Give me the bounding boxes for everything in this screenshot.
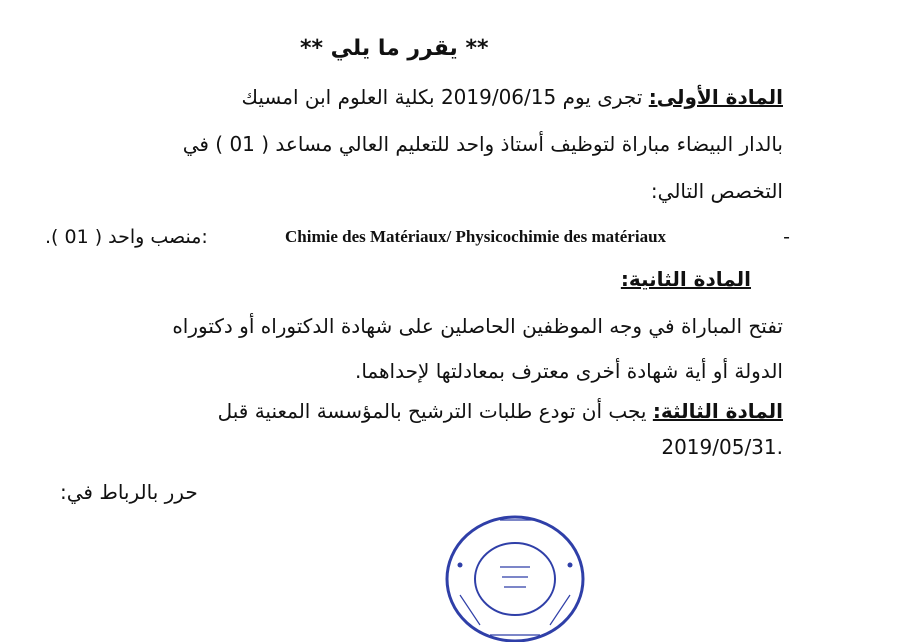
item-specialty: Chimie des Matériaux/ Physicochimie des matériaux bbox=[285, 227, 667, 246]
article2-label-line bbox=[621, 265, 751, 293]
article3-line2: .2019/05/31 bbox=[661, 435, 783, 459]
article1-label: المادة الأولى: bbox=[648, 85, 783, 109]
article3-label: المادة الثالثة: bbox=[652, 399, 783, 423]
article2-line1: تفتح المباراة في وجه الموظفين الحاصلين على شهادة الدكتوراه أو دكتوراه bbox=[172, 314, 783, 338]
decision-title: ** يقرر ما يلي ** bbox=[300, 36, 489, 61]
article1-line3: التخصص التالي: bbox=[650, 179, 783, 203]
article2-line2: الدولة أو أية شهادة أخرى معترف بمعادلتها لإحداهما. bbox=[354, 359, 783, 383]
article1-line2: بالدار البيضاء مباراة لتوظيف أستاذ واحد للتعليم العالي مساعد ( 01 ) في bbox=[182, 132, 783, 156]
article1-line1 bbox=[242, 83, 783, 111]
specialty-item bbox=[45, 222, 790, 252]
ministry-seal-icon bbox=[440, 505, 590, 642]
article3-text-1: يجب أن تودع طلبات الترشيح بالمؤسسة المعنية قبل bbox=[217, 399, 653, 423]
item-dash: - bbox=[783, 226, 790, 248]
signoff: حرر بالرباط في: bbox=[60, 480, 198, 504]
article3-line1 bbox=[218, 397, 783, 425]
item-posts: :منصب واحد ( 01 ). bbox=[45, 226, 208, 248]
article1-text-1: تجرى يوم 2019/06/15 بكلية العلوم ابن امسيك bbox=[241, 85, 649, 109]
article2-label: المادة الثانية: bbox=[620, 267, 751, 291]
